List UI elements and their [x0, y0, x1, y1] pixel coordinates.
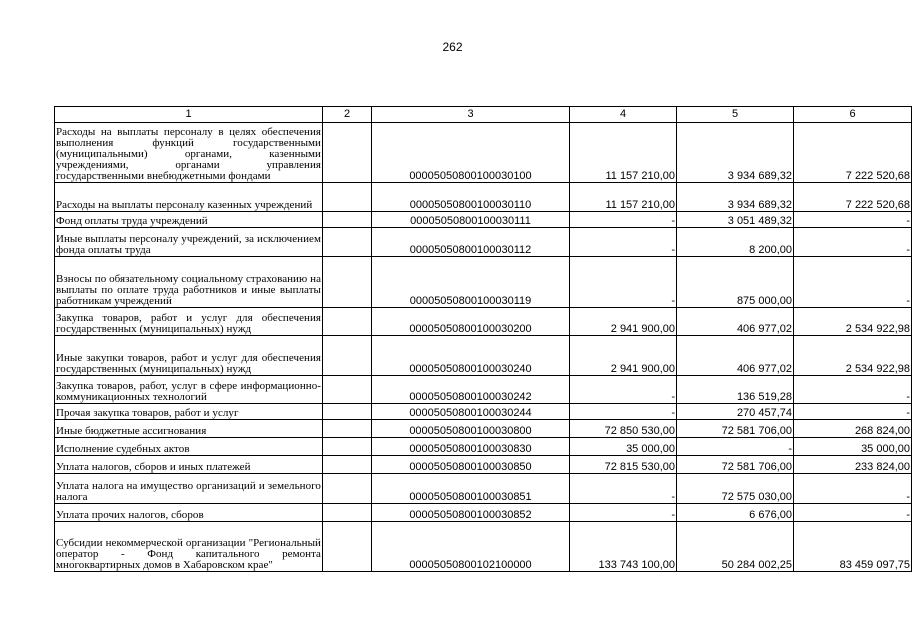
row-value-5: 3 934 689,32 [677, 183, 794, 212]
header-col-3: 3 [372, 107, 570, 123]
row-description: Расходы на выплаты персоналу в целях обеспечения выполнения функций государственными (муниципальными) органами, казенными учреждениями, органами управления государственными внебюджетными фондами [55, 123, 323, 183]
row-description: Субсидии некоммерческой организации "Региональный оператор - Фонд капитального ремонта многоквартирных домов в Хабаровском крае" [55, 522, 323, 572]
row-col2 [323, 522, 372, 572]
row-value-5: 270 457,74 [677, 404, 794, 420]
row-description: Иные выплаты персоналу учреждений, за исключением фонда оплаты труда [55, 228, 323, 257]
row-code: 00005050800100030112 [372, 228, 570, 257]
table-row [55, 420, 912, 438]
row-value-6: 2 534 922,98 [794, 336, 912, 376]
row-description: Фонд оплаты труда учреждений [55, 212, 323, 228]
row-col2 [323, 420, 372, 438]
row-value-5: 8 200,00 [677, 228, 794, 257]
row-value-6: 83 459 097,75 [794, 522, 912, 572]
row-col2 [323, 336, 372, 376]
row-value-4: 2 941 900,00 [570, 336, 677, 376]
row-col2 [323, 183, 372, 212]
row-value-5: 72 581 706,00 [677, 420, 794, 438]
table-row [55, 376, 912, 404]
table-row [55, 183, 912, 212]
table-row [55, 404, 912, 420]
row-col2 [323, 456, 372, 474]
table-row [55, 212, 912, 228]
row-value-4: - [570, 474, 677, 504]
row-value-5: - [677, 438, 794, 456]
row-code: 00005050800100030850 [372, 456, 570, 474]
table-row [55, 257, 912, 308]
header-row [55, 107, 912, 123]
row-code: 00005050800100030830 [372, 438, 570, 456]
row-value-4: 72 850 530,00 [570, 420, 677, 438]
row-value-6: - [794, 257, 912, 308]
row-description: Уплата прочих налогов, сборов [55, 504, 323, 522]
row-value-4: - [570, 228, 677, 257]
row-value-5: 136 519,28 [677, 376, 794, 404]
row-value-5: 72 581 706,00 [677, 456, 794, 474]
row-description: Уплата налогов, сборов и иных платежей [55, 456, 323, 474]
row-value-5: 72 575 030,00 [677, 474, 794, 504]
row-value-6: - [794, 504, 912, 522]
table-row [55, 308, 912, 336]
row-value-6: - [794, 228, 912, 257]
row-description: Уплата налога на имущество организаций и земельного налога [55, 474, 323, 504]
row-value-6: 268 824,00 [794, 420, 912, 438]
header-col-6: 6 [794, 107, 912, 123]
row-value-5: 3 051 489,32 [677, 212, 794, 228]
row-col2 [323, 404, 372, 420]
row-value-4: 11 157 210,00 [570, 123, 677, 183]
page-number: 262 [442, 40, 463, 54]
row-code: 00005050800100030100 [372, 123, 570, 183]
row-value-4: - [570, 504, 677, 522]
row-value-6: - [794, 404, 912, 420]
row-description: Расходы на выплаты персоналу казенных учреждений [55, 183, 323, 212]
row-code: 00005050800100030110 [372, 183, 570, 212]
row-description: Прочая закупка товаров, работ и услуг [55, 404, 323, 420]
row-code: 00005050800100030851 [372, 474, 570, 504]
row-col2 [323, 228, 372, 257]
table-row [55, 438, 912, 456]
row-value-4: 133 743 100,00 [570, 522, 677, 572]
table-row [55, 504, 912, 522]
row-value-4: 35 000,00 [570, 438, 677, 456]
row-value-6: - [794, 474, 912, 504]
table-row [55, 456, 912, 474]
table-row [55, 522, 912, 572]
row-col2 [323, 212, 372, 228]
row-code: 00005050800100030800 [372, 420, 570, 438]
row-description: Взносы по обязательному социальному страхованию на выплаты по оплате труда работников и иные выплаты работникам учреждений [55, 257, 323, 308]
row-code: 00005050800100030200 [372, 308, 570, 336]
row-description: Исполнение судебных актов [55, 438, 323, 456]
row-code: 00005050800100030244 [372, 404, 570, 420]
row-code: 00005050800100030111 [372, 212, 570, 228]
row-code: 00005050800102100000 [372, 522, 570, 572]
row-value-4: - [570, 376, 677, 404]
row-code: 00005050800100030119 [372, 257, 570, 308]
table-row [55, 474, 912, 504]
row-col2 [323, 438, 372, 456]
row-value-5: 50 284 002,25 [677, 522, 794, 572]
row-col2 [323, 474, 372, 504]
row-description: Иные закупки товаров, работ и услуг для обеспечения государственных (муниципальных) нужд [55, 336, 323, 376]
row-code: 00005050800100030242 [372, 376, 570, 404]
row-value-5: 6 676,00 [677, 504, 794, 522]
row-description: Закупка товаров, работ, услуг в сфере информационно-коммуникационных технологий [55, 376, 323, 404]
row-col2 [323, 504, 372, 522]
row-code: 00005050800100030852 [372, 504, 570, 522]
row-col2 [323, 257, 372, 308]
header-col-4: 4 [570, 107, 677, 123]
row-value-5: 406 977,02 [677, 336, 794, 376]
row-col2 [323, 376, 372, 404]
row-value-4: 2 941 900,00 [570, 308, 677, 336]
table-row [55, 228, 912, 257]
row-value-5: 875 000,00 [677, 257, 794, 308]
row-value-6: 233 824,00 [794, 456, 912, 474]
row-value-6: 7 222 520,68 [794, 183, 912, 212]
row-col2 [323, 308, 372, 336]
row-value-5: 3 934 689,32 [677, 123, 794, 183]
row-value-6: - [794, 212, 912, 228]
row-code: 00005050800100030240 [372, 336, 570, 376]
row-value-6: 7 222 520,68 [794, 123, 912, 183]
table-row [55, 123, 912, 183]
row-value-4: - [570, 212, 677, 228]
row-description: Закупка товаров, работ и услуг для обеспечения государственных (муниципальных) нужд [55, 308, 323, 336]
row-col2 [323, 123, 372, 183]
row-description: Иные бюджетные ассигнования [55, 420, 323, 438]
header-col-5: 5 [677, 107, 794, 123]
row-value-6: - [794, 376, 912, 404]
table-row [55, 336, 912, 376]
row-value-4: - [570, 257, 677, 308]
header-col-2: 2 [323, 107, 372, 123]
budget-table [54, 106, 912, 572]
row-value-6: 2 534 922,98 [794, 308, 912, 336]
row-value-4: 72 815 530,00 [570, 456, 677, 474]
row-value-4: 11 157 210,00 [570, 183, 677, 212]
row-value-4: - [570, 404, 677, 420]
row-value-5: 406 977,02 [677, 308, 794, 336]
row-value-6: 35 000,00 [794, 438, 912, 456]
header-col-1: 1 [55, 107, 323, 123]
